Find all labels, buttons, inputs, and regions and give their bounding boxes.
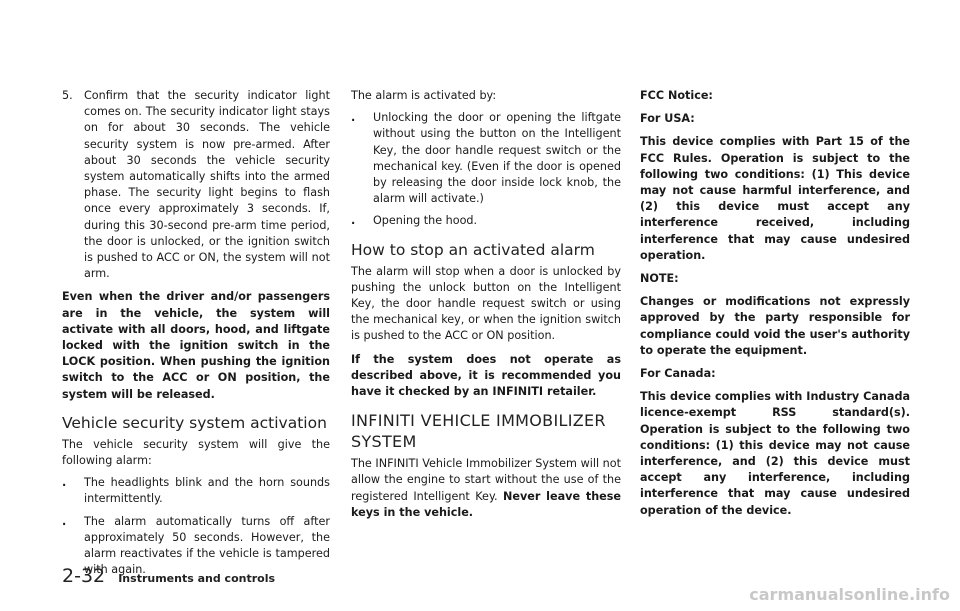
- bullet-icon: .: [62, 476, 67, 490]
- for-canada-label: For Canada:: [640, 367, 716, 381]
- bullet-icon: .: [351, 111, 356, 125]
- chapter-title: Instruments and controls: [118, 572, 276, 585]
- list-item-text: The alarm automatically turns off after approximately 50 seconds. However, the alarm reactivates if the vehicle is tampered with again.: [84, 514, 330, 577]
- immobilizer-text-body: The INFINITI Vehicle Immobilizer System will not allow the engine to start without the use of the registered Intelligent Key.: [351, 457, 621, 503]
- list-item: [351, 213, 621, 229]
- list-item: [62, 475, 330, 507]
- note-label: NOTE:: [640, 272, 679, 286]
- stop-alarm-bold-note: If the system does not operate as described above, it is recommended you have it checked by an INFINITI retailer.: [351, 352, 621, 399]
- immobilizer-warning: Never leave these keys in the vehicle.: [351, 489, 621, 519]
- list-item: [351, 110, 621, 207]
- step-number: 5.: [62, 89, 73, 102]
- activation-heading: Vehicle security system activation: [62, 413, 327, 432]
- page-number: 2-32: [62, 565, 106, 587]
- usa-compliance-text: This device complies with Part 15 of the FCC Rules. Operation is subject to the following two conditions: (1) This device may not cause harmful interference, and (2) this device must accept any interference received, including interference that may cause undesired operation.: [640, 135, 910, 262]
- fcc-notice-label: FCC Notice:: [640, 89, 713, 102]
- for-usa-label: For USA:: [640, 112, 695, 126]
- list-item-text: The headlights blink and the horn sounds intermittently.: [84, 476, 330, 506]
- immobilizer-text: [351, 456, 621, 521]
- step-5: [62, 88, 330, 282]
- list-item-text: Opening the hood.: [373, 214, 478, 228]
- column-3: [640, 88, 910, 519]
- column-1: [62, 88, 330, 578]
- step-text: Confirm that the security indicator light comes on. The security indicator light stays on for about 30 seconds. The vehicle security system is now pre-armed. After about 30 seconds the vehicle security system automatically shifts into the armed phase. The security light begins to flash once every approximately 3 seconds. If, during this 30-second pre-arm time period, the door is unlocked, or the ignition switch is pushed to ACC or ON, the system will not arm.: [84, 89, 330, 281]
- note-text: Changes or modifications not expressly approved by the party responsible for compliance could void the user's authority to operate the equipment.: [640, 295, 910, 357]
- stop-alarm-text: The alarm will stop when a door is unlocked by pushing the unlock button on the Intelligent Key, the door handle request switch or using the mechanical key, or when the ignition switch is pushed to the ACC or ON position.: [351, 264, 621, 343]
- canada-compliance-text: This device complies with Industry Canada licence-exempt RSS standard(s). Operation is subject to the following two conditions: (1) this device may not cause interference, and (2) this device must accept any interference, including interference that may cause undesired operation of the device.: [640, 390, 910, 517]
- list-item-text: Unlocking the door or opening the liftgate without using the button on the Intelligent Key, the door handle request switch or the mechanical key. (Even if the door is opened by releasing the door inside lock knob, the alarm will activate.): [373, 111, 621, 206]
- bullet-icon: .: [62, 514, 67, 528]
- activation-intro: The vehicle security system will give the following alarm:: [62, 437, 330, 468]
- bullet-icon: .: [351, 214, 356, 228]
- column-2: [351, 88, 621, 521]
- page-footer: [62, 565, 275, 587]
- watermark: carmanualsonline.info: [749, 585, 950, 604]
- stop-alarm-heading: How to stop an activated alarm: [351, 240, 595, 259]
- activated-by-intro: The alarm is activated by:: [351, 89, 497, 102]
- immobilizer-heading: INFINITI VEHICLE IMMOBILIZER SYSTEM: [351, 411, 606, 452]
- warning-paragraph: Even when the driver and/or passengers are in the vehicle, the system will activate with all doors, hood, and liftgate locked with the ignition switch in the LOCK position. When pushing the ignition switch to the ACC or ON position, the system will be released.: [62, 290, 330, 401]
